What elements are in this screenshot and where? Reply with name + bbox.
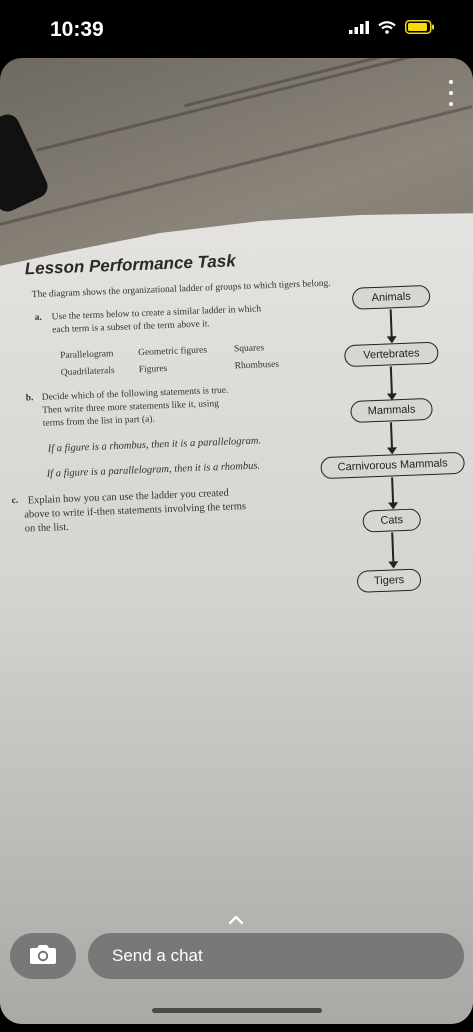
lesson-title: Lesson Performance Task: [24, 251, 237, 279]
ladder-box-mammals: Mammals: [350, 398, 433, 423]
statement-2: If a figure is a parallelogram, then it is a rhombus.: [46, 460, 261, 480]
part-b-line3: terms from the list in part (a).: [42, 414, 156, 429]
part-a-marker: a.: [34, 312, 43, 324]
ladder-box-vertebrates: Vertebrates: [344, 342, 439, 368]
part-a-line1: Use the terms below to create a similar ladder in which: [51, 304, 262, 323]
chat-bar: [0, 933, 473, 979]
part-b-marker: b.: [25, 393, 34, 404]
camera-icon: [29, 943, 57, 970]
part-b-line2: Then write three more statements like it, using: [42, 399, 220, 416]
ladder-arrow: [391, 532, 394, 562]
term-item: Rhombuses: [234, 359, 280, 372]
chat-input[interactable]: [88, 933, 464, 979]
term-item: Parallelogram: [60, 349, 114, 362]
ladder-arrow: [390, 422, 393, 448]
ladder-box-carnivorous-mammals: Carnivorous Mammals: [320, 452, 465, 480]
part-c-line1: Explain how you can use the ladder you created: [27, 487, 229, 507]
status-time: 10:39: [50, 18, 104, 41]
term-item: Figures: [138, 364, 168, 376]
chat-placeholder: Send a chat: [112, 946, 203, 965]
part-a-line2: each term is a subset of the term above it.: [52, 319, 211, 336]
lesson-intro: The diagram shows the organizational ladder of groups to which tigers belong.: [31, 278, 331, 301]
camera-button[interactable]: [10, 933, 76, 979]
ladder-arrow: [391, 477, 394, 503]
ladder-box-animals: Animals: [352, 285, 431, 310]
ladder-arrow: [390, 309, 393, 337]
ladder-box-tigers: Tigers: [357, 568, 422, 592]
part-c-marker: c.: [11, 495, 19, 507]
term-item: Geometric figures: [137, 345, 208, 359]
part-c-line3: on the list.: [24, 521, 70, 535]
term-item: Quadrilaterals: [60, 366, 115, 379]
part-c-line2: above to write if-then statements involving the terms: [24, 501, 247, 521]
part-b-line1: Decide which of the following statements is true.: [41, 385, 229, 403]
ladder-box-cats: Cats: [362, 508, 421, 532]
home-indicator[interactable]: [152, 1008, 322, 1013]
term-item: Squares: [233, 343, 265, 355]
chevron-up-icon[interactable]: [228, 912, 244, 928]
ladder-arrow: [390, 366, 393, 394]
statement-1: If a figure is a rhombus, then it is a parallelogram.: [47, 435, 262, 455]
